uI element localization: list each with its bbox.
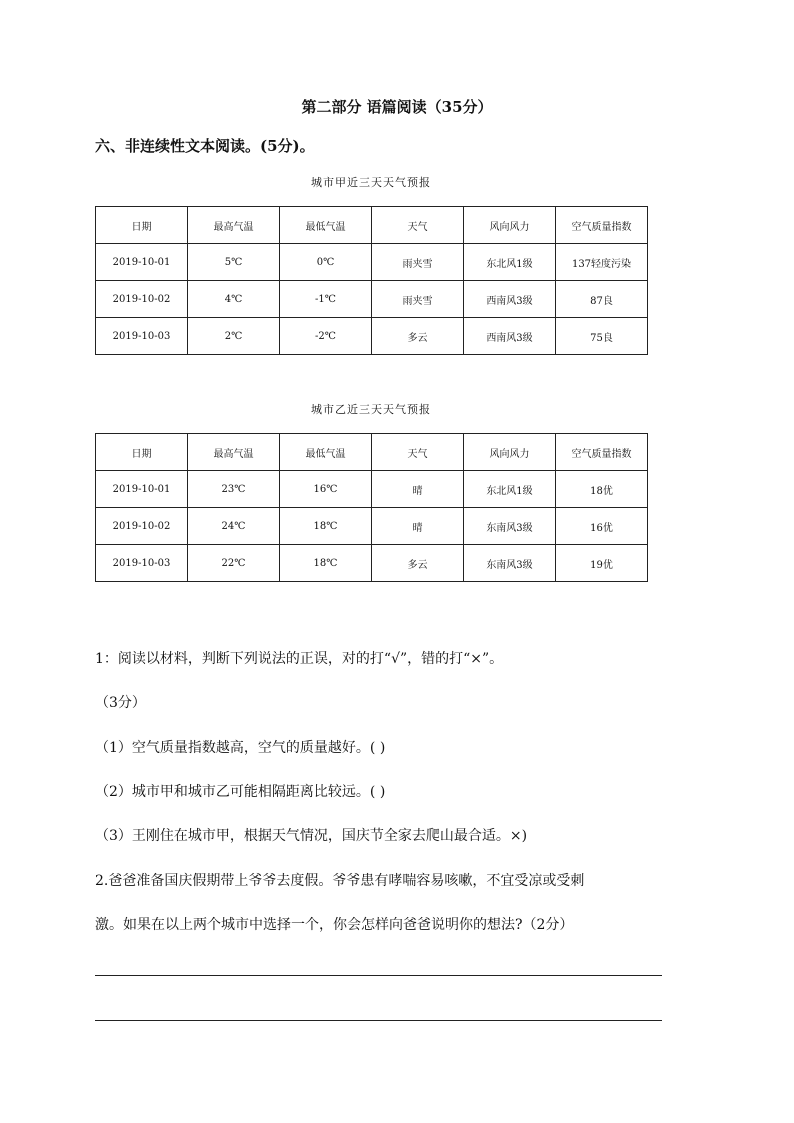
header-cell: 风向风力 bbox=[464, 434, 556, 471]
table-header-row bbox=[96, 207, 648, 244]
question-1-item-1: （1）空气质量指数越高，空气的质量越好。( ) bbox=[95, 740, 386, 756]
question-1-item-3: （3）王刚住在城市甲，根据天气情况，国庆节全家去爬山最合适。×) bbox=[95, 828, 528, 844]
answer-line[interactable] bbox=[95, 1020, 662, 1021]
table-cell: 西南风3级 bbox=[464, 318, 556, 355]
table-row bbox=[96, 318, 648, 355]
header-cell: 天气 bbox=[372, 207, 464, 244]
table-cell: 雨夹雪 bbox=[372, 244, 464, 281]
table-cell: 2019-10-02 bbox=[96, 281, 188, 318]
table-cell: 4℃ bbox=[188, 281, 280, 318]
question-1-score: （3分） bbox=[95, 695, 146, 711]
table-cell: 5℃ bbox=[188, 244, 280, 281]
table-row bbox=[96, 508, 648, 545]
table-cell: 晴 bbox=[372, 471, 464, 508]
weather-table-city-b bbox=[95, 433, 648, 582]
table-cell: 雨夹雪 bbox=[372, 281, 464, 318]
table-cell: 0℃ bbox=[280, 244, 372, 281]
table-cell: 2℃ bbox=[188, 318, 280, 355]
table-cell: 东北风1级 bbox=[464, 471, 556, 508]
section-title: 第二部分 语篇阅读（35分） bbox=[301, 98, 493, 116]
header-cell: 最高气温 bbox=[188, 434, 280, 471]
header-cell: 最高气温 bbox=[188, 207, 280, 244]
question-heading: 六、非连续性文本阅读。(5分)。 bbox=[95, 137, 315, 155]
header-cell: 最低气温 bbox=[280, 207, 372, 244]
header-cell: 日期 bbox=[96, 207, 188, 244]
table-cell: 24℃ bbox=[188, 508, 280, 545]
table-cell: 2019-10-03 bbox=[96, 318, 188, 355]
table-caption-city-a: 城市甲近三天天气预报 bbox=[311, 176, 431, 189]
question-1-item-2: （2）城市甲和城市乙可能相隔距离比较远。( ) bbox=[95, 784, 386, 800]
table-cell: 2019-10-01 bbox=[96, 244, 188, 281]
table-cell: 东北风1级 bbox=[464, 244, 556, 281]
table-cell: 19优 bbox=[556, 545, 648, 582]
header-cell: 天气 bbox=[372, 434, 464, 471]
question-2-line-1: 2.爸爸准备国庆假期带上爷爷去度假。爷爷患有哮喘容易咳嗽，不宜受凉或受刺 bbox=[95, 873, 585, 889]
table-cell: 23℃ bbox=[188, 471, 280, 508]
table-row bbox=[96, 281, 648, 318]
table-cell: -1℃ bbox=[280, 281, 372, 318]
table-header-row bbox=[96, 434, 648, 471]
header-cell: 日期 bbox=[96, 434, 188, 471]
table-cell: 16优 bbox=[556, 508, 648, 545]
table-cell: 多云 bbox=[372, 545, 464, 582]
table-cell: 137轻度污染 bbox=[556, 244, 648, 281]
table-cell: 18℃ bbox=[280, 545, 372, 582]
table-row bbox=[96, 471, 648, 508]
header-cell: 空气质量指数 bbox=[556, 434, 648, 471]
table-cell: 多云 bbox=[372, 318, 464, 355]
table-cell: 2019-10-02 bbox=[96, 508, 188, 545]
header-cell: 风向风力 bbox=[464, 207, 556, 244]
table-row bbox=[96, 244, 648, 281]
table-cell: 18优 bbox=[556, 471, 648, 508]
table-caption-city-b: 城市乙近三天天气预报 bbox=[311, 403, 431, 416]
table-cell: 晴 bbox=[372, 508, 464, 545]
table-cell: 18℃ bbox=[280, 508, 372, 545]
table-cell: 87良 bbox=[556, 281, 648, 318]
table-cell: 2019-10-01 bbox=[96, 471, 188, 508]
table-cell: 2019-10-03 bbox=[96, 545, 188, 582]
question-1-prompt: 1：阅读以材料，判断下列说法的正误，对的打“√”，错的打“×”。 bbox=[95, 651, 504, 667]
table-cell: 东南风3级 bbox=[464, 545, 556, 582]
table-cell: 22℃ bbox=[188, 545, 280, 582]
table-cell: 东南风3级 bbox=[464, 508, 556, 545]
table-row bbox=[96, 545, 648, 582]
table-cell: 75良 bbox=[556, 318, 648, 355]
answer-line[interactable] bbox=[95, 975, 662, 976]
table-cell: 西南风3级 bbox=[464, 281, 556, 318]
header-cell: 空气质量指数 bbox=[556, 207, 648, 244]
weather-table-city-a bbox=[95, 206, 648, 355]
table-cell: -2℃ bbox=[280, 318, 372, 355]
header-cell: 最低气温 bbox=[280, 434, 372, 471]
question-2-line-2: 激。如果在以上两个城市中选择一个，你会怎样向爸爸说明你的想法?（2分） bbox=[95, 917, 574, 933]
table-cell: 16℃ bbox=[280, 471, 372, 508]
